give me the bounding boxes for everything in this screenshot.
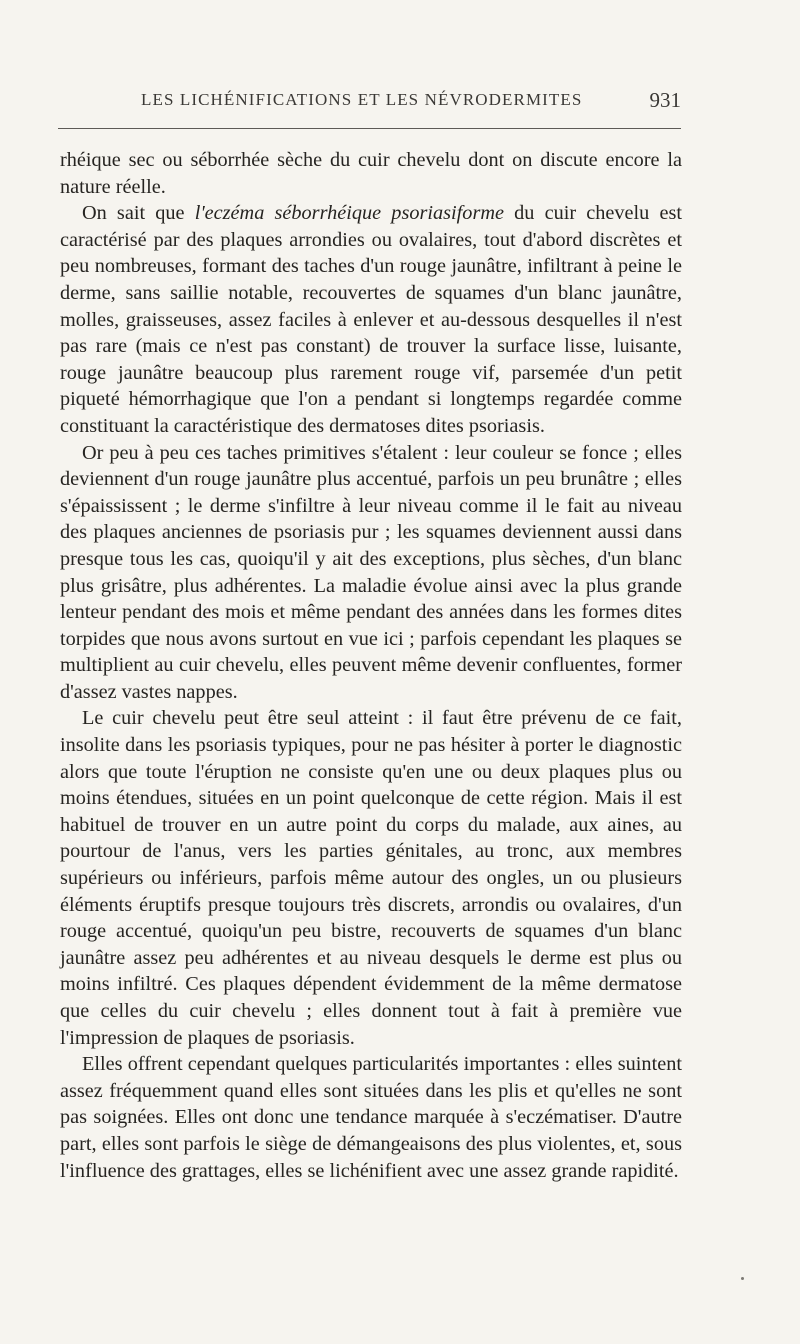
paragraph-2-emphasis: l'eczéma séborrhéique psoriasiforme <box>194 202 504 225</box>
paragraph-4-text: Le cuir chevelu peut être seul atteint : il faut être prévenu de ce fait, insolite dans les psoriasis typiques, pour ne pas hésiter à porter le diagnostic alors que toute l'éruption ne consiste qu'en une ou deux plaques plus ou moins étendues, situées en un point quelconque de cette région. Mais il est habituel de trouver en un autre point du corps du malade, aux aines, au pourtour de l'anus, vers les parties génitales, au tronc, aux membres supérieurs ou inférieurs, parfois même autour des ongles, un ou plusieurs éléments éruptifs presque toujours très discrets, arrondis ou ovalaires, d'un rouge accentué, quoiqu'un peu bistre, recouverts de squames d'un blanc jaunâtre assez peu adhérentes et au niveau desquels le derme est plus ou moins infiltré. Ces plaques dépendent évidemment de la même dermatose que celles du cuir chevelu ; elles donnent tout à fait à première vue l'impression de plaques de psoriasis. <box>60 707 682 1049</box>
paragraph-1-text: rhéique sec ou séborrhée sèche du cuir chevelu dont on discute encore la nature réelle. <box>60 149 682 198</box>
page-number: 931 <box>649 88 681 112</box>
paragraph-4 <box>60 705 682 1051</box>
paragraph-5 <box>60 1051 682 1184</box>
paragraph-1 <box>60 147 682 200</box>
paragraph-5-text: Elles offrent cependant quelques particularités importantes : elles suintent assez fréquemment quand elles sont situées dans les plis et qu'elles ne sont pas soignées. Elles ont donc une tendance marquée à s'eczématiser. D'autre part, elles sont parfois le siège de démangeaisons des plus violentes, et, sous l'influence des grattages, elles se lichénifient avec une assez grande rapidité. <box>60 1053 682 1182</box>
page-header <box>141 88 681 116</box>
paragraph-2-before: On sait que <box>82 202 195 225</box>
paragraph-3 <box>60 440 682 706</box>
body-text <box>60 147 682 1184</box>
paper-speck <box>741 1277 744 1280</box>
paragraph-2-after: du cuir chevelu est caractérisé par des plaques arrondies ou ovalaires, tout d'abord discrètes et peu nombreuses, formant des taches d'un rouge jaunâtre, infiltrant à peine le derme, sans saillie notable, recouvertes de squames d'un blanc jaunâtre, molles, graisseuses, assez faciles à enlever et au-dessous desquelles il n'est pas rare (mais ce n'est pas constant) de trouver la surface lisse, luisante, rouge jaunâtre beaucoup plus rarement rouge vif, parsemée d'un petit piqueté hémorrhagique que l'on a pendant si longtemps regardée comme constituant la caractéristique des dermatoses dites psoriasis. <box>60 202 683 437</box>
header-rule <box>58 128 681 129</box>
paragraph-2 <box>60 200 682 439</box>
running-title: LES LICHÉNIFICATIONS ET LES NÉVRODERMITES <box>141 90 583 109</box>
paragraph-3-text: Or peu à peu ces taches primitives s'étalent : leur couleur se fonce ; elles deviennent d'un rouge jaunâtre plus accentué, parfois un peu brunâtre ; elles s'épaississent ; le derme s'infiltre à leur niveau comme il le fait au niveau des plaques anciennes de psoriasis pur ; les squames deviennent aussi dans presque tous les cas, quoiqu'il y ait des exceptions, plus sèches, d'un blanc plus grisâtre, plus adhérentes. La maladie évolue ainsi avec la plus grande lenteur pendant des mois et même pendant des années dans les formes dites torpides que nous avons surtout en vue ici ; parfois cependant les plaques se multiplient au cuir chevelu, elles peuvent même devenir confluentes, former d'assez vastes nappes. <box>60 441 682 703</box>
